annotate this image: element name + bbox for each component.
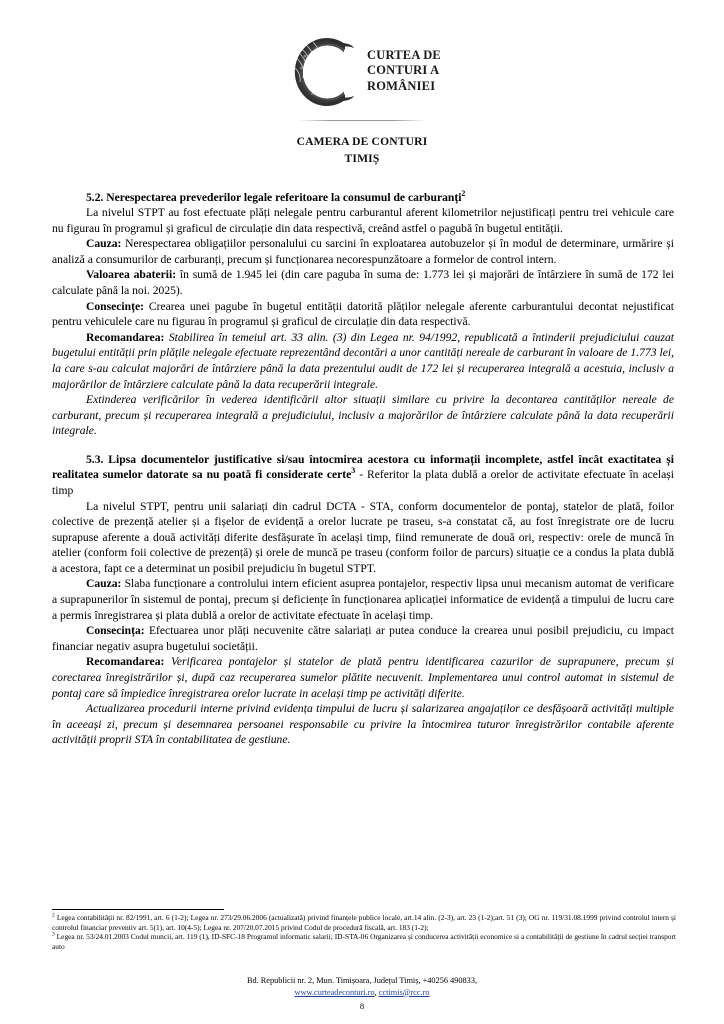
footer-contact-line [0,987,724,999]
footnote-3-marker: 3 [52,932,55,938]
logo-wordmark [367,48,441,97]
email-link[interactable]: cctimis@rcc.ro [378,987,430,997]
logo-line-1: CURTEA DE [367,47,441,62]
footnote-3 [52,932,676,952]
recomandare-label: Recomandarea: [86,330,165,344]
section-5-2-heading [52,190,674,206]
page-footer [0,975,724,1012]
footer-address: Bd. Republicii nr. 2, Mun. Timișoara, Județul Timiș, +40256 490833, [246,975,478,985]
footnote-3-text: Legea nr. 53/24.01.2003 Codul muncii, art. 119 (1), ID-SFC-18 Programul informatic salarii; ID-STA-06 Organizarea și conducerea activității economice si a contabilității de gestiune în cadrul secției transport auto [52,932,676,952]
recomandare-text: Verificarea pontajelor și statelor de plată pentru identificarea cazurilor de suprapunere, precum și corectarea înregistrărilor și, după caz recuperarea sumelor plătite necuvenit. Implementarea unui control automat in sistemul de pontaj care să împiedice înregistrarea orelor lucrate in același timp pe activități diferite. [52,655,674,700]
chamber-title-line-2: TIMIȘ [344,151,380,165]
section-5-3-cauza [52,576,674,623]
page-number: 8 [359,1000,365,1011]
section-5-2-cauza [52,236,674,267]
footnotes [52,909,676,952]
section-5-2-valoare [52,267,674,298]
valoare-abaterii-text: în sumă de 1.945 lei (din care paguba în suma de: 1.773 lei și majorări de întârziere în sumă de 172 lei calculate până la noi. 2025). [52,268,674,298]
section-5-2-intro: La nivelul STPT au fost efectuate plăți nelegale pentru carburantul aferent kilometrilor nejustificați pentru trei vehicule care nu figurau în programul și graficul de circulație din data respectivă, creând astfel o pagubă în bugetul entității. [52,206,674,235]
valoare-abaterii-label: Valoarea abaterii: [86,268,177,282]
section-5-3-heading [52,452,674,499]
section-5-3 [52,452,674,748]
section-5-3-heading-text: 5.3. Lipsa documentelor justificative si/sau întocmirea acestora cu informații incomplete, astfel încât exactitatea și realitatea sumelor datorate sa nu poată fi considerate certe [52,452,674,482]
section-5-3-extra-paragraph: Actualizarea procedurii interne privind evidența timpului de lucru și salarizarea angajaților ce desfășoară activități multiple în aceeași zi, precum și desemnarea persoanei responsabile cu privire la întocmirea tuturor înregistrărilor contabile aferente activității proprii STA în contabilitatea de gestiune. [52,702,674,747]
section-5-3-consecinta [52,623,674,654]
chamber-title-line-1: CAMERA DE CONTURI [296,135,428,148]
website-link[interactable]: www.curteadeconturi.ro [294,987,375,997]
cauza-text: Nerespectarea obligațiilor personalului cu sarcini în exploatarea autobuzelor și în modul de determinare, urmărire și analiză a consumurilor de carburanți, precum și funcționarea necorespunzătoare a formelor de control intern. [52,237,674,266]
consecinte-label: Consecințe: [86,299,144,313]
footnote-2-text: Legea contabilității nr. 82/1991, art. 6 (1-2); Legea nr. 273/29.06.2006 (actualizată) privind finanțele publice locale, art.14 alin. (2-3), art. 23 (1-2);art. 51 (3); OG nr. 119/31.08.1999 privind controlul intern și controlul financiar preventiv art. 5(1), art. 10(4-5); Legea nr. 207/20.07.2015 privind Codul de procedură fiscală, art. 183 (1-2); [52,912,676,932]
court-of-accounts-c-emblem-icon [283,34,361,110]
cauza-text: Slaba funcționare a controlului intern eficient asuprea pontajelor, respectiv lipsa unui mecanism automat de verificare a suprapunerilor în sistemul de pontaj, precum și deficiențe în funcționarea aplicației informatice de evidență a timpului de lucru care a permis înregistrarea și plata dublă a orelor de activitate efectuate în același timp. [52,577,674,622]
footnote-separator [52,909,224,910]
consecinte-text: Crearea unei pagube în bugetul entității datorită plăților nelegale aferente carburantului decontat nejustificat pentru vehiculele care nu figurau în programul și graficul de circulație din data respectivă. [52,299,674,329]
footnote-2 [52,913,676,933]
recomandare-text: Stabilirea în temeiul art. 33 alin. (3) din Legea nr. 94/1992, republicată a întinderii prejudiciului cauzat bugetului entității prin plățile nelegale efectuate reprezentând decontări a unor cantități nereale de carburant în valoare de 1.773 lei, la care s-au calculat majorări de întârziere până la data prezentului audit de 172 lei și recuperarea integrală a acestuia, inclusiv a majorărilor de întârziere calculate până la data recuperării integrale. [52,330,674,391]
section-5-2 [52,190,674,439]
section-5-3-intro: La nivelul STPT, pentru unii salariați din cadrul DCTA - STA, conform documentelor de pontaj, statelor de plată, foilor colective de prezență atelier și a fișelor de evidență a orelor lucrate pe traseu, s-a constatat că, au fost înregistrate ore de lucru suprapuse aferente a două activități diferite desfășurate în același timp, fiind remunerate de două ori, respectiv: orele de muncă în atelier (conform foii colective de prezență) și orele de muncă pe traseu (conform foilor de parcurs) situație ce a condus la plata dublă a acestora, fapt ce a determinat un posibil prejudiciu în bugetul STPT. [52,499,674,575]
section-5-2-extra-paragraph: Extinderea verificărilor în vederea identificării altor situații similare cu privire la decontarea cantităților nereale de carburant, precum și recuperarea integrală a prejudiciului, inclusiv a majorărilor de întârziere calculate până la data recuperării integrale. [52,393,674,438]
section-5-3-recomandare [52,654,674,701]
letterhead-divider [298,120,426,121]
logo-line-2: CONTURI A [367,63,440,78]
letterhead [0,0,724,168]
document-body [52,168,674,748]
section-5-2-consecinte [52,299,674,330]
logo-line-3: ROMÂNIEI [367,78,436,93]
footer-separator: , [374,987,379,997]
section-5-2-footnote-ref: 2 [461,188,466,198]
consecinta-text: Efectuarea unor plăți necuvenite către salariați ar putea conduce la crearea unui posibil prejudiciu, cu impact financiar negativ asupra bugetului societății. [52,624,674,653]
logo-row [0,34,724,110]
section-5-3-footnote-ref: 3 [351,466,356,476]
section-5-2-recomandare [52,330,674,392]
section-gap [52,439,674,452]
cauza-label: Cauza: [86,577,122,591]
cauza-label: Cauza: [86,237,122,251]
chamber-title [0,134,724,168]
consecinta-label: Consecința: [86,624,145,638]
recomandare-label: Recomandarea: [86,655,165,669]
footnote-2-marker: 2 [52,912,55,919]
section-5-2-heading-text: 5.2. Nerespectarea prevederilor legale referitoare la consumul de carburanți [86,190,462,204]
section-5-3-heading-suffix: - Referitor la plata dublă a orelor de activitate efectuate în același timp [52,468,674,497]
